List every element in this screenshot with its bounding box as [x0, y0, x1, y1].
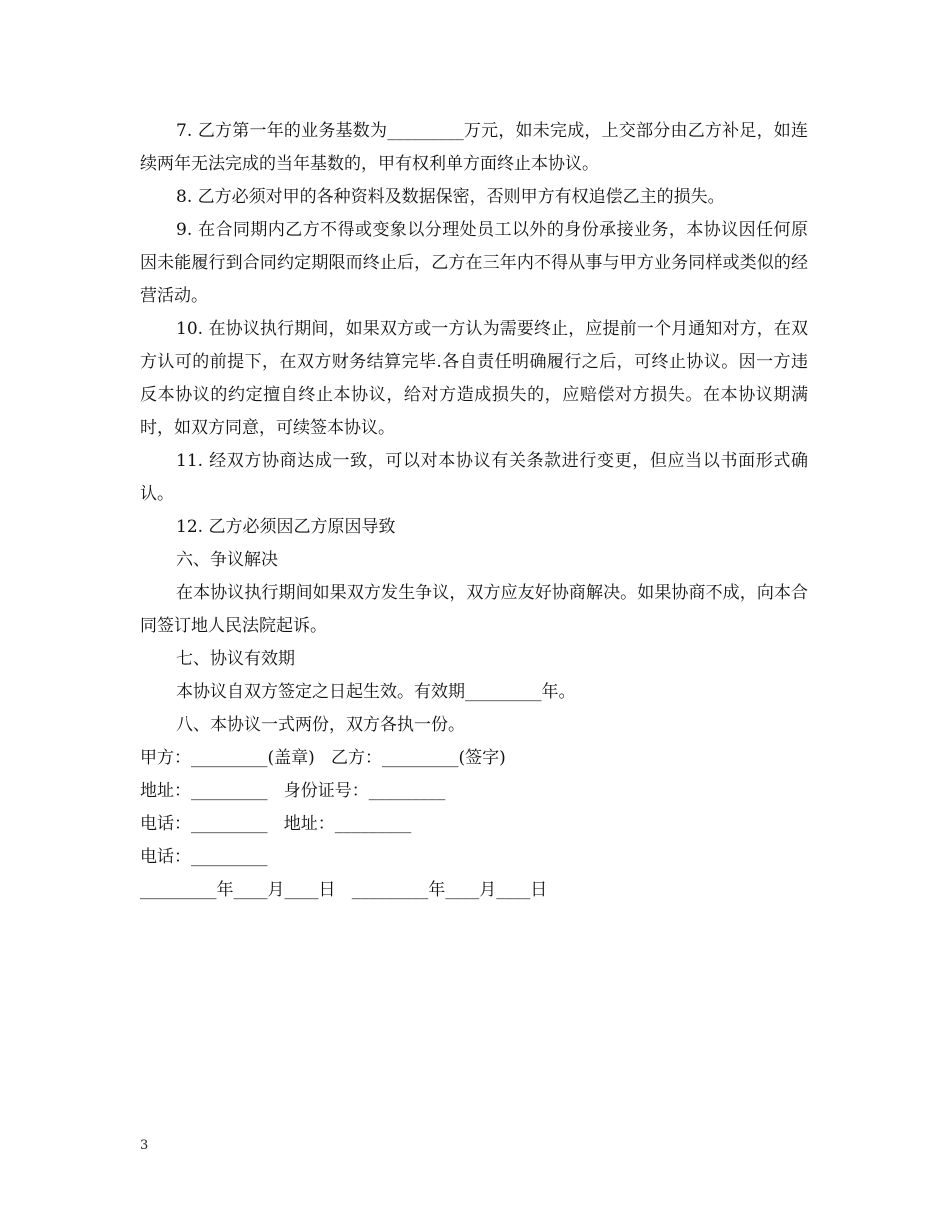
section-8-heading: 八、本协议一式两份，双方各执一份。	[176, 715, 465, 735]
signature-phone-line-2: 电话：_________	[140, 847, 268, 867]
page-number: 3	[140, 1138, 149, 1153]
document-body	[140, 115, 808, 907]
clause-10: 10. 在协议执行期间，如果双方或一方认为需要终止，应提前一个月通知对方，在双方认可的前提下，在双方财务结算完毕.各自责任明确履行之后，可终止协议。因一方违反本协议的约定擅自终止本协议，给对方造成损失的，应赔偿对方损失。在本协议期满时，如双方同意，可续签本协议。	[140, 319, 808, 438]
clause-11: 11. 经双方协商达成一致，可以对本协议有关条款进行变更，但应当以书面形式确认。	[140, 451, 808, 504]
clause-7: 7. 乙方第一年的业务基数为_________万元，如未完成，上交部分由乙方补足，如连续两年无法完成的当年基数的，甲有权利单方面终止本协议。	[140, 121, 808, 174]
section-6-heading: 六、争议解决	[176, 550, 278, 570]
clause-8: 8. 乙方必须对甲的各种资料及数据保密，否则甲方有权追偿乙主的损失。	[176, 187, 725, 207]
section-7-heading: 七、协议有效期	[176, 649, 295, 669]
signature-phone-line: 电话：_________ 地址：_________	[140, 814, 412, 834]
section-6-text: 在本协议执行期间如果双方发生争议，双方应友好协商解决。如果协商不成，向本合同签订地人民法院起诉。	[140, 583, 808, 636]
clause-9: 9. 在合同期内乙方不得或变象以分理处员工以外的身份承接业务，本协议因任何原因未能履行到合同约定期限而终止后，乙方在三年内不得从事与甲方业务同样或类似的经营活动。	[140, 220, 808, 306]
signature-party-line: 甲方：_________(盖章) 乙方：_________(签字)	[140, 748, 506, 768]
clause-12: 12. 乙方必须因乙方原因导致	[176, 517, 396, 537]
signature-address-line: 地址：_________ 身份证号：_________	[140, 781, 446, 801]
signature-date-line: _________年____月____日 _________年____月____日	[140, 880, 548, 900]
section-7-text: 本协议自双方签定之日起生效。有效期_________年。	[176, 682, 576, 702]
